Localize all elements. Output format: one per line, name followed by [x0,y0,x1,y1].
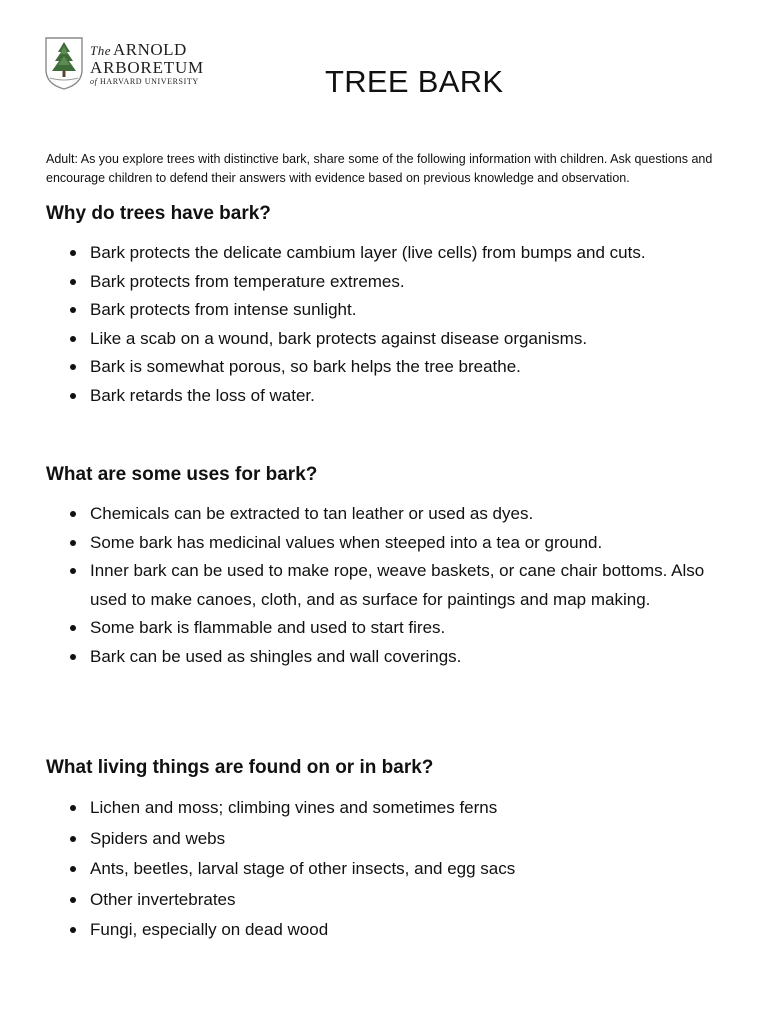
list-item: Bark protects from intense sunlight. [90,296,736,325]
list-item: Bark can be used as shingles and wall coverings. [90,643,736,672]
section-heading: Why do trees have bark? [46,203,271,224]
list-item: Lichen and moss; climbing vines and sometimes ferns [90,793,736,824]
bullet-list [46,500,736,671]
tree-seal-icon [44,36,84,90]
intro-paragraph: Adult: As you explore trees with distinctive bark, share some of the following information with children. Ask questions and encourage children to defend their answers with evidence based on previous knowledge and observation. [46,152,713,185]
section-why-bark [46,203,736,410]
list-item: Some bark is flammable and used to start fires. [90,614,736,643]
list-item: Bark protects the delicate cambium layer (live cells) from bumps and cuts. [90,239,736,268]
list-item: Spiders and webs [90,824,736,855]
logo-the: The [90,42,111,58]
list-item: Bark is somewhat porous, so bark helps the tree breathe. [90,353,736,382]
section-heading: What living things are found on or in bark? [46,757,434,778]
list-item: Chemicals can be extracted to tan leather or used as dyes. [90,500,736,529]
list-item: Bark retards the loss of water. [90,382,736,411]
bullet-list [46,793,736,946]
logo-of: of [90,76,98,86]
section-uses-bark [46,464,736,671]
list-item: Like a scab on a wound, bark protects against disease organisms. [90,325,736,354]
list-item: Ants, beetles, larval stage of other insects, and egg sacs [90,854,736,885]
list-item: Bark protects from temperature extremes. [90,268,736,297]
logo-arnold: ARNOLD [113,39,187,59]
list-item: Some bark has medicinal values when steeped into a tea or ground. [90,529,736,558]
section-heading: What are some uses for bark? [46,464,318,485]
list-item: Fungi, especially on dead wood [90,915,736,946]
logo-arboretum: ARBORETUM [90,57,204,77]
bullet-list [46,239,736,410]
list-item: Other invertebrates [90,885,736,916]
page-title: TREE BARK [325,64,504,99]
logo-harvard: HARVARD UNIVERSITY [100,76,199,86]
list-item: Inner bark can be used to make rope, weave baskets, or cane chair bottoms. Also used to make canoes, cloth, and as surface for paintings and map making. [90,557,736,614]
section-living-things [46,757,736,946]
arnold-arboretum-logo [44,36,204,90]
